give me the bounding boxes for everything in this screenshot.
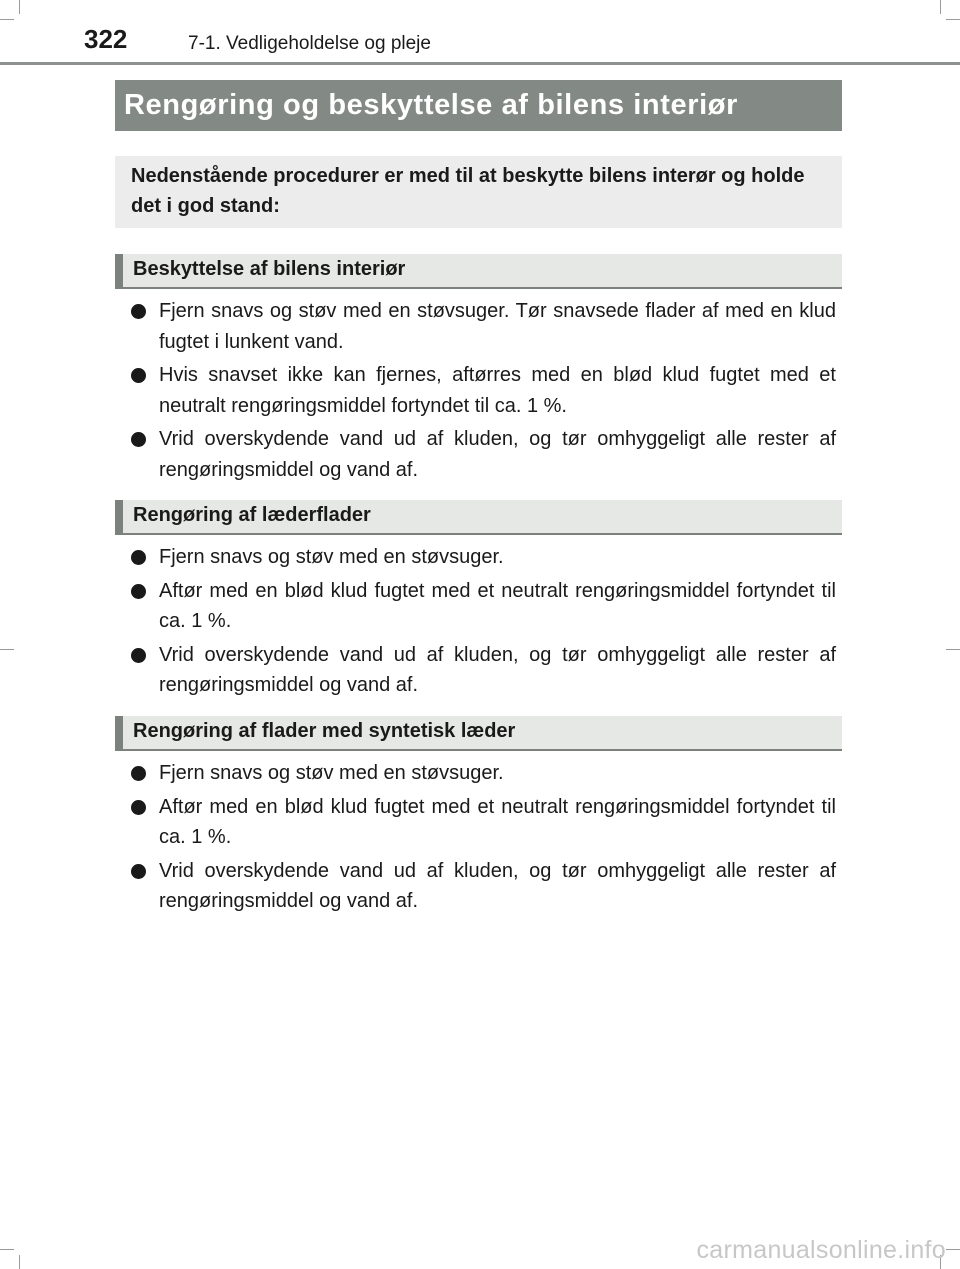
bullet-list-synthetic-leather-cleaning <box>130 758 836 920</box>
bullet-list-interior-protection <box>130 296 836 488</box>
list-item-text: Fjern snavs og støv med en støvsuger. Tør snavsede flader af med en klud fugtet i lunkent vand. <box>159 300 836 353</box>
page-number: 322 <box>84 24 128 54</box>
bullet-icon <box>131 304 146 319</box>
list-item <box>130 296 836 357</box>
page-header <box>0 0 960 62</box>
list-item <box>130 576 836 637</box>
bullet-icon <box>131 550 146 565</box>
list-item <box>130 856 836 917</box>
list-item <box>130 360 836 421</box>
crop-mark <box>946 649 960 650</box>
header-rule <box>0 62 960 65</box>
bullet-icon <box>131 864 146 879</box>
list-item-text: Hvis snavset ikke kan fjernes, aftørres med en blød klud fugtet med et neutralt rengøringsmiddel fortyndet til ca. 1 %. <box>159 364 836 417</box>
watermark: carmanualsonline.info <box>696 1236 946 1264</box>
list-item-text: Aftør med en blød klud fugtet med et neutralt rengøringsmiddel fortyndet til ca. 1 %. <box>159 579 836 632</box>
subheading-label: Rengøring af flader med syntetisk læder <box>133 720 516 742</box>
subheading-label: Rengøring af læderflader <box>133 504 371 526</box>
list-item <box>130 758 836 789</box>
subheading-leather-cleaning <box>115 500 842 535</box>
page-title: Rengøring og beskyttelse af bilens interiør <box>124 89 738 121</box>
list-item-text: Fjern snavs og støv med en støvsuger. <box>159 546 504 568</box>
bullet-icon <box>131 800 146 815</box>
intro-text: Nedenstående procedurer er med til at beskytte bilens interør og holde det i god stand: <box>131 165 805 217</box>
crop-mark <box>19 1255 20 1269</box>
page-title-bar <box>115 80 842 131</box>
bullet-icon <box>131 648 146 663</box>
section-label: 7-1. Vedligeholdelse og pleje <box>188 33 431 54</box>
list-item-text: Vrid overskydende vand ud af kluden, og tør omhyggeligt alle rester af rengøringsmiddel og vand af. <box>159 859 836 912</box>
list-item <box>130 424 836 485</box>
list-item-text: Vrid overskydende vand ud af kluden, og tør omhyggeligt alle rester af rengøringsmiddel og vand af. <box>159 643 836 696</box>
bullet-icon <box>131 584 146 599</box>
subheading-synthetic-leather-cleaning <box>115 716 842 751</box>
list-item <box>130 640 836 701</box>
list-item-text: Vrid overskydende vand ud af kluden, og tør omhyggeligt alle rester af rengøringsmiddel og vand af. <box>159 428 836 481</box>
crop-mark <box>0 649 14 650</box>
intro-box <box>115 156 842 228</box>
bullet-icon <box>131 766 146 781</box>
subheading-interior-protection <box>115 254 842 289</box>
subheading-label: Beskyttelse af bilens interiør <box>133 258 406 280</box>
list-item-text: Aftør med en blød klud fugtet med et neutralt rengøringsmiddel fortyndet til ca. 1 %. <box>159 795 836 848</box>
list-item <box>130 542 836 573</box>
bullet-list-leather-cleaning <box>130 542 836 704</box>
bullet-icon <box>131 432 146 447</box>
bullet-icon <box>131 368 146 383</box>
list-item-text: Fjern snavs og støv med en støvsuger. <box>159 762 504 784</box>
list-item <box>130 792 836 853</box>
crop-mark <box>946 1249 960 1250</box>
crop-mark <box>0 1249 14 1250</box>
